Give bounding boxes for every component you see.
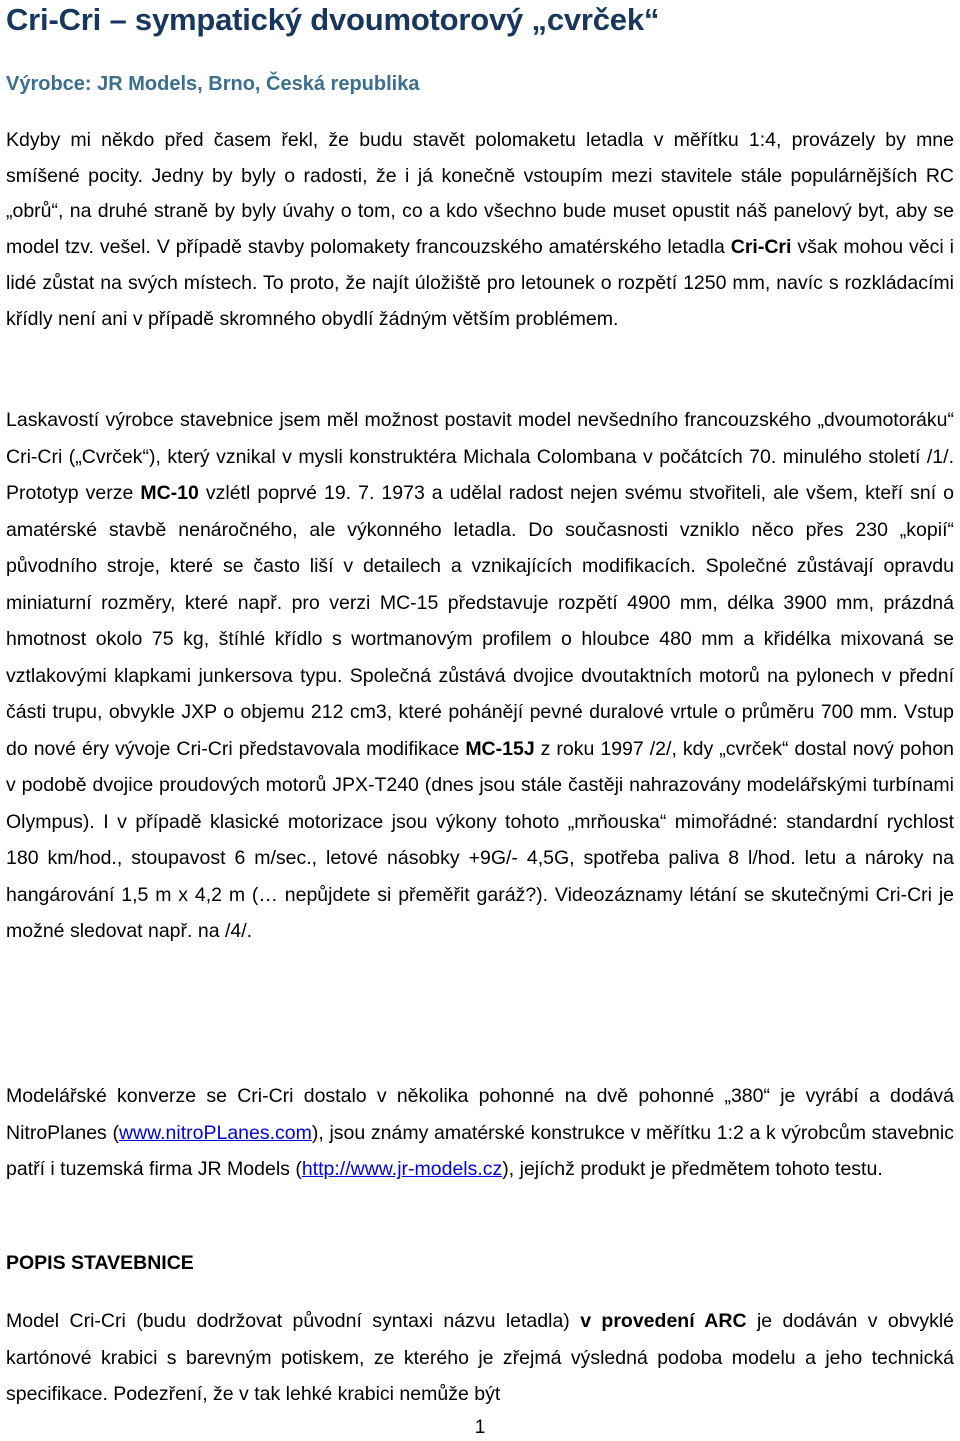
bold-text: Cri-Cri xyxy=(730,236,792,259)
paragraph-text: ), jsou známy amatérské konstrukce v měřítku 1:2 a k výrobcům stavebnic patří i tuzemská firma JR Models ( xyxy=(6,1121,954,1181)
nitroplanes-link[interactable]: www.nitroPLanes.com xyxy=(118,1121,312,1144)
paragraph-text: vzlétl poprvé 19. 7. 1973 a udělal radost nejen svému stvořiteli, ale všem, kteří sní o amatérské stavbě nenáročného, ale výkonného letadla. Do současnosti vzniklo něco přes 230 „kopií“ původního stroje, které se často liší v detailech a vznikajících modifikacích. Společné zůstávají opravdu miniaturní rozměry, které např. pro verzi MC-15 představuje rozpětí 4900 mm, délka 3900 mm, prázdná hmotnost okolo 75 kg, štíhlé křídlo s wortmanovým profilem o hloubce 480 mm a křidélka mixovaná se vztlakovými klapkami junkersova typu. Společná zůstává dvojice dvoutaktních motorů na pylonech v přední části trupu, obvykle JXP o objemu 212 cm3, které pohánějí pevné duralové vrtule o průměru 700 mm. Vstup do nové éry vývoje Cri-Cri představovala modifikace xyxy=(6,482,955,760)
paragraph-text: ), jejíchž produkt je předmětem tohoto testu. xyxy=(502,1158,883,1181)
paragraph-text: Modelářské konverze se Cri-Cri dostalo v několika pohonné na dvě pohonné „380“ je vyrábí a dodává NitroPlanes ( xyxy=(6,1085,954,1144)
paragraph-text: však mohou věci i lidé zůstat na svých místech. To proto, že najít úložiště pro letounek o rozpětí 1250 mm, navíc s rozkládacími křídly není ani v případě skromného obydlí žádným větším problémem. xyxy=(6,236,954,330)
paragraph-intro xyxy=(6,123,954,337)
jr-models-link[interactable]: http://www.jr-models.cz xyxy=(301,1158,503,1181)
bold-text: MC-15J xyxy=(465,737,535,760)
paragraph-kit-description xyxy=(6,1303,954,1413)
article-title: Cri-Cri – sympatický dvoumotorový „cvrček“ xyxy=(6,2,660,37)
paragraph-text: z roku 1997 /2/, kdy „cvrček“ dostal nový pohon v podobě dvojice proudových motorů JPX-T240 (dnes jsou stále častěji nahrazovány modelářskými turbínami Olympus). I v případě klasické motorizace jsou výkony tohoto „mrňouska“ mimořádné: standardní rychlost 180 km/hod., stoupavost 6 m/sec., letové násobky +9G/- 4,5G, spotřeba paliva 8 l/hod. letu a nároky na hangárování 1,5 m x 4,2 m (… nepůjdete si přeměřit garáž?). Videozáznamy létání se skutečnými Cri-Cri je možné sledovat např. na /4/. xyxy=(6,737,955,942)
paragraph-text: Laskavostí výrobce stavebnice jsem měl možnost postavit model nevšedního francouzského „dvoumotoráku“ Cri-Cri („Cvrček“), který vznikal v mysli konstruktéra Michala Colombana v počátcích 70. minulého století /1/. Prototyp verze xyxy=(6,409,954,504)
manufacturer-subtitle: Výrobce: JR Models, Brno, Česká republika xyxy=(6,73,420,95)
paragraph-text: je dodáván v obvyklé kartónové krabici s barevným potiskem, ze kterého je zřejmá výsledná podoba modelu a jeho technická specifikace. Podezření, že v tak lehké krabici nemůže být xyxy=(6,1310,954,1405)
paragraph-conversions xyxy=(6,1078,954,1188)
bold-text: v provedení ARC xyxy=(580,1310,747,1332)
section-heading: POPIS STAVEBNICE xyxy=(6,1252,194,1274)
bold-text: MC-10 xyxy=(140,482,199,504)
page-number: 1 xyxy=(474,1417,486,1438)
paragraph-text: Kdyby mi někdo před časem řekl, že budu stavět polomaketu letadla v měřítku 1:4, provázely by mne smíšené pocity. Jedny by byly o radosti, že i já konečně vstoupím mezi stavitele stále populárnějších RC „obrů“, na druhé straně by byly úvahy o tom, co a kdo všechno bude muset opustit náš panelový byt, aby se model tzv. vešel. V případě stavby polomakety francouzského amatérského letadla xyxy=(6,129,954,259)
paragraph-text: Model Cri-Cri (budu dodržovat původní syntaxi názvu letadla) xyxy=(6,1310,581,1332)
paragraph-history xyxy=(6,402,954,950)
